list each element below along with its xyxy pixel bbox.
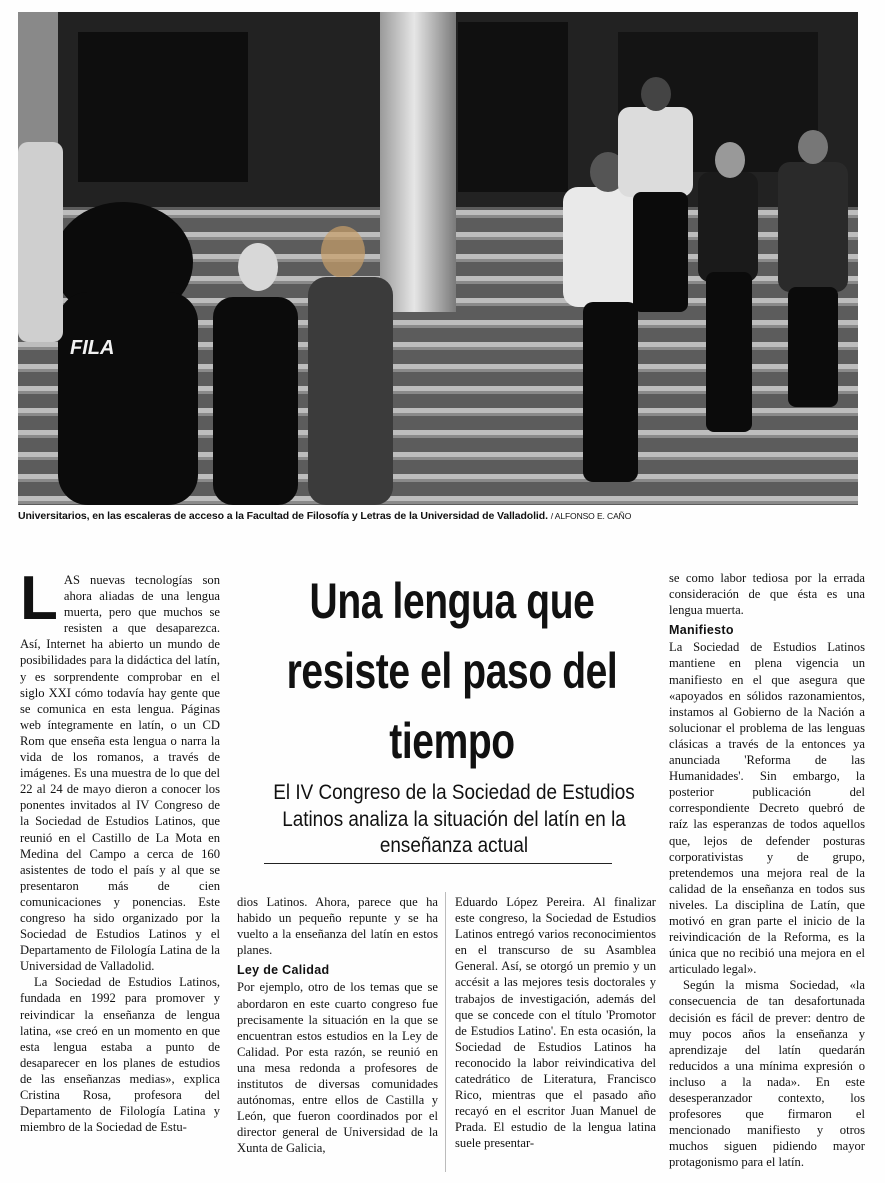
article-paragraph: Según la misma Sociedad, «la consecuencia de tan desafortunada decisión es fácil de prever: dentro de muy pocos años la enseñanza y aprendizaje del latín quedarán reducidos a una mínima expresión o incluso a la nada». En este desesperanzador contexto, los profesores que firmaron el mencionado manifiesto y otros muchos siguen pidiendo mayor protagonismo para el latín. xyxy=(669,978,865,1170)
photo-image xyxy=(18,12,858,505)
headline-rule xyxy=(264,863,612,864)
article-column-1 xyxy=(20,572,220,1177)
article-column-3 xyxy=(455,894,656,1176)
photo-caption xyxy=(18,510,868,522)
section-heading-manifiesto: Manifiesto xyxy=(669,623,734,638)
headline: Una lengua que resiste el paso del tiempo xyxy=(286,573,618,769)
caption-text: Universitarios, en las escaleras de acceso a la Facultad de Filosofía y Letras de la Universidad de Valladolid. xyxy=(18,510,548,522)
article-paragraph: se como labor tediosa por la errada consideración de que ésta es una lengua muerta. xyxy=(669,571,865,618)
news-photo xyxy=(18,12,858,505)
subheadline: El IV Congreso de la Sociedad de Estudios Latinos analiza la situación del latín en la enseñanza actual xyxy=(273,781,635,857)
article-paragraph: La Sociedad de Estudios Latinos, fundada en 1992 para promover y reivindicar la enseñanza de lengua latina, «se creó en un momento en que esta lengua estaba a punto de desaparecer en los planes de estudios de las enseñanzas medias», explica Cristina Rosa, profesora del Departamento de Filología Latina y miembro de la Sociedad de Estu- xyxy=(20,975,220,1135)
article-paragraph: Por ejemplo, otro de los temas que se abordaron en este cuarto congreso fue precisamente la situación en la que se encuentran estos estudios en la Ley de Calidad. Por esta razón, se reunió en una mesa redonda a profesores de institutos de diversas comunidades autónomas, entre ellos de Castilla y León, que fueron coordinados por el director general de Universidad de la Xunta de Galicia, xyxy=(237,980,438,1156)
lead-paragraph: LAS nuevas tecnologías son ahora aliadas de una lengua muerta, pero que muchos se resisten a que desaparezca. Así, Internet ha abierto un mundo de posibilidades para la didáctica del latín, y es sorprendente comprobar en el siglo XXI cómo todavía hay gente que se comunica en esta lengua. Páginas web íntegramente en latín, o un CD Rom que enseña esta lengua o narra la vida de los romanos, a través de imágenes. Es una muestra de lo que del 22 al 24 de mayo dieron a conocer los ponentes invitados al IV Congreso de la Sociedad de Estudios Latinos, que reunió en el Castillo de La Mota en Medina del Campo a cerca de 160 asistentes de todo el país y al que se presentaron más de cien comunicaciones y ponencias. Este congreso ha sido organizado por la Sociedad de Estudios Latinos y el Departamento de Filología Latina de la Universidad de Valladolid. xyxy=(20,572,220,974)
photo-credit: / ALFONSO E. CAÑO xyxy=(550,511,632,521)
section-heading-ley-de-calidad: Ley de Calidad xyxy=(237,963,330,978)
article-paragraph: Eduardo López Pereira. Al finalizar este congreso, la Sociedad de Estudios Latinos entregó varios reconocimientos en el transcurso de su Asamblea General. Así, se otorgó un premio y un accésit a las mejores tesis doctorales y trabajos de investigación, además del que se concede con el título 'Promotor de Estudios Latino'. En esta ocasión, la Sociedad de Estudios Latinos ha reconocido la labor reivindicativa del catedrático de Literatura, Francisco Rico, mientras que el pasado año recayó en el escritor Juan Manuel de Prada. El estudio de la lengua latina suele presentar- xyxy=(455,895,656,1151)
shirt-logo-text: FILA xyxy=(70,337,115,359)
article-column-2 xyxy=(237,894,438,1176)
drop-cap: L xyxy=(20,572,58,633)
article-paragraph: dios Latinos. Ahora, parece que ha habido un pequeño repunte y se ha vuelto a la enseñanza del latín en estos planes. xyxy=(237,895,438,958)
column-divider xyxy=(445,892,446,1172)
article-column-4 xyxy=(669,570,865,1177)
article-paragraph: La Sociedad de Estudios Latinos mantiene en plena vigencia un manifiesto en el que asegura que «apoyados en sólidos razonamientos, instamos al Gobierno de la Nación a solucionar el problema de las lenguas clásicas a través de la entonces ya anunciada 'Reforma de las Humanidades'. Sin embargo, la posterior publicación del correspondiente Decreto quebró de raíz las esperanzas de todos aquellos que, lejos de defender posturas corporativistas y de grupo, pretendemos una mejora real de la calidad de la enseñanza en todos sus niveles. La disciplina de Latín, que motivó en gran parte el inicio de la reivindicación de la Reforma, es la única que no recibió una mejora en el articulado legal». xyxy=(669,640,865,977)
